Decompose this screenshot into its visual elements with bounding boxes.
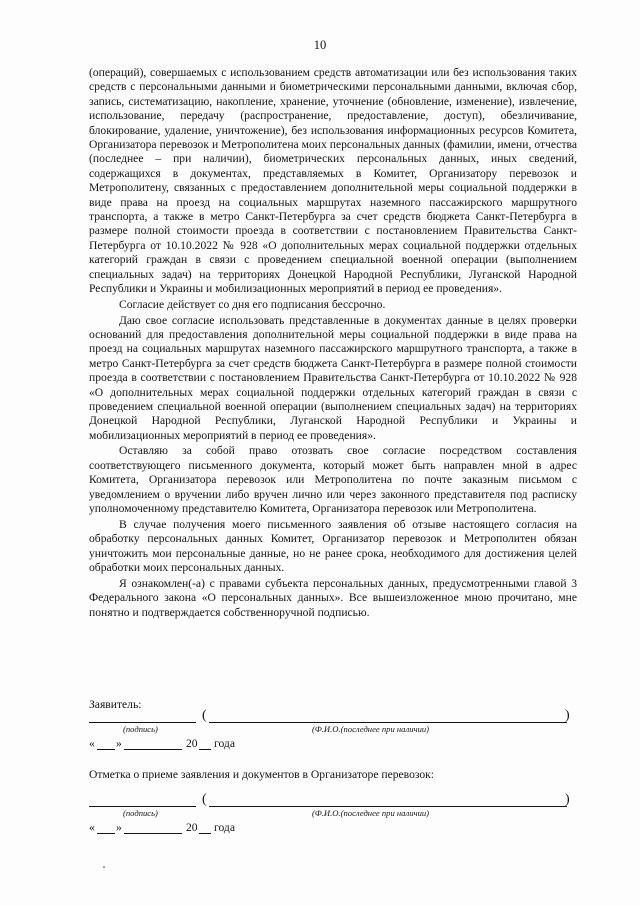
applicant-name-line: [209, 722, 567, 723]
acceptance-name-open-paren: (: [202, 792, 207, 807]
paragraph-revocation-right: Оставляю за собой право отозвать свое согласие посредством составления соответствующего письменного документа, который может быть направлен мной в адрес Комитета, Организатора перевозок или Метрополитена по почте заказным письмом с уведомлением о вручении либо вручен лично или через законного представителя под расписку уполномоченному представителю Комитета, Организатора перевозок или Метрополитена.: [89, 444, 577, 516]
acceptance-signature-line: [89, 806, 196, 807]
applicant-signature-line: [89, 722, 196, 723]
paragraph-validity: Согласие действует со дня его подписания бессрочно.: [119, 297, 386, 311]
paragraph-processing-consent: (операций), совершаемых с использованием средств автоматизации или без использования таких средств с персональными данными и биометрическими персональными данными, включая сбор, запись, систематизацию, накопление, хранение, уточнение (обновление, изменение), извлечение, использование, передачу (распространение, предоставление, доступ), обезличивание, блокирование, удаление, уничтожение), без использования информационных ресурсов Комитета, Организатора перевозок и Метрополитена моих персональных данных (фамилии, имени, отчества (последнее – при наличии), биометрических персональных данных, иных сведений, содержащихся в документах, представляемых в Комитет, Организатору перевозок и Метрополитену, связанных с предоставлением дополнительной меры социальной поддержки в виде права на проезд на социальных маршрутах наземного пассажирского маршрутного транспорта, а также в метро Санкт-Петербурга за счет средств бюджета Санкт-Петербурга в размере полной стоимости проезда в соответствии с постановлением Правительства Санкт-Петербурга от 10.10.2022 № 928 «О дополнительных мерах социальной поддержки отдельных категорий граждан в связи с проведением специальной военной операции (выполнением специальных задач) на территориях Донецкой Народной Республики, Луганской Народной Республики и Украины и мобилизационных мероприятий в период ее проведения».: [89, 66, 577, 296]
consent-body: [89, 66, 577, 621]
acceptance-label: Отметка о приеме заявления и документов в Организаторе перевозок:: [89, 768, 435, 781]
applicant-name-caption: (Ф.И.О.(последнее при наличии): [312, 724, 430, 734]
scan-speck: [103, 866, 105, 868]
applicant-name-close-paren: ): [565, 708, 570, 723]
page-number: 10: [313, 38, 327, 52]
paragraph-data-usage: Даю свое согласие использовать представленные в документах данные в целях проверки оснований для предоставления дополнительной меры социальной поддержки в виде права на проезд на социальных маршрутах наземного пассажирского маршрутного транспорта, а также в метро Санкт-Петербурга за счет средств бюджета Санкт-Петербурга в размере полной стоимости проезда в соответствии с постановлением Правительства Санкт-Петербурга от 10.10.2022 № 928 «О дополнительных мерах социальной поддержки отдельных категорий граждан в связи с проведением специальной военной операции (выполнением специальных задач) на территориях Донецкой Народной Республики, Луганской Народной Республики и Украины и мобилизационных мероприятий в период ее проведения».: [89, 313, 577, 442]
acceptance-signature-caption: (подпись): [123, 808, 158, 818]
applicant-name-open-paren: (: [202, 708, 207, 723]
paragraph-revocation-effect: В случае получения моего письменного заявления об отзыве настоящего согласия на обработку персональных данных Комитет, Организатор перевозок и Метрополитен обязан уничтожить мои персональные данные, но не ранее срока, необходимого для достижения целей обработки моих персональных данных.: [89, 517, 577, 574]
document-page: 10 (операций), совершаемых с использованием средств автоматизации или без использования таких средств с персональными данными и биометрическими персональными данными, включая сбор, запись, систематизацию, накопление, хранение, уточнение (обновление, изменение), извлечение, использование, передачу (распространение, предоставление, доступ), обезличивание, блокирование, удаление, уничтожение), без использования информационных ресурсов Комитета, Организатора перевозок и Метрополитена моих персональных данных (фамилии, имени, отчества (последнее – при наличии), биометрических персональных данных, иных сведений, содержащихся в документах, представляемых в Комитет, Организатору перевозок и Метрополитену, связанных с предоставлением дополнительной меры социальной поддержки в виде права на проезд на социальных маршрутах наземного пассажирского маршрутного транспорта, а также в метро Санкт-Петербурга за счет средств бюджета Санкт-Петербурга в размере полной стоимости проезда в соответствии с постановлением Правительства Санкт-Петербурга от 10.10.2022 № 928 «О дополнительных мерах социальной поддержки отдельных категорий граждан в связи с проведением специальной военной операции (выполнением специальных задач) на территориях Донецкой Народной Республики, Луганской Народной Республики и Украины и мобилизационных мероприятий в период ее проведения». Согласие действует со дня его подписания бессрочно. Даю свое согласие использовать представленные в документах данные в целях проверки оснований для предоставления дополнительной меры социальной поддержки в виде права на проезд на социальных маршрутах наземного пассажирского маршрутного транспорта, а также в метро Санкт-Петербурга за счет средств бюджета Санкт-Петербурга в размере полной стоимости проезда в соответствии с постановлением Правительства Санкт-Петербурга от 10.10.2022 № 928 «О дополнительных мерах социальной поддержки отдельных категорий граждан в связи с проведением специальной военной операции (выполнением специальных задач) на территориях Донецкой Народной Республики, Луганской Народной Республики и Украины и мобилизационных мероприятий в период ее проведения». Оставляю за собой право отозвать свое согласие посредством составления соответствующего письменного документа, который может быть направлен мной в адрес Комитета, Организатора перевозок или Метрополитена по почте заказным письмом с уведомлением о вручении либо вручен лично или через законного представителя под расписку уполномоченному представителю Комитета, Организатора перевозок или Метрополитена. В случае получения моего письменного заявления об отзыве настоящего согласия на обработку персональных данных Комитет, Организатор перевозок и Метрополитен обязан уничтожить мои персональные данные, но не ранее срока, необходимого для достижения целей обработки моих персональных данных. Я ознакомлен(-а) с правами субъекта персональных данных, предусмотренными главой 3 Федерального закона «О персональных данных». Все вышеизложенное мною прочитано, мне понятно и подтверждается собственноручной подписью. Заявитель: ( ) (подпись) (Ф.И.О.(последнее при наличии) « » 20 года Отметка о приеме заявления и документов в Организаторе перевозок: ( ) (подпись) (Ф.И.О.(последнее при наличии) « » 20 года: [0, 0, 640, 905]
paragraph-acknowledgement: Я ознакомлен(-а) с правами субъекта персональных данных, предусмотренными главой 3 Федерального закона «О персональных данных». Все вышеизложенное мною прочитано, мне понятно и подтверждается собственноручной подписью.: [89, 576, 577, 619]
applicant-label: Заявитель:: [89, 698, 142, 711]
acceptance-name-caption: (Ф.И.О.(последнее при наличии): [312, 808, 430, 818]
applicant-signature-caption: (подпись): [123, 724, 158, 734]
acceptance-name-line: [209, 806, 567, 807]
acceptance-name-close-paren: ): [565, 792, 570, 807]
